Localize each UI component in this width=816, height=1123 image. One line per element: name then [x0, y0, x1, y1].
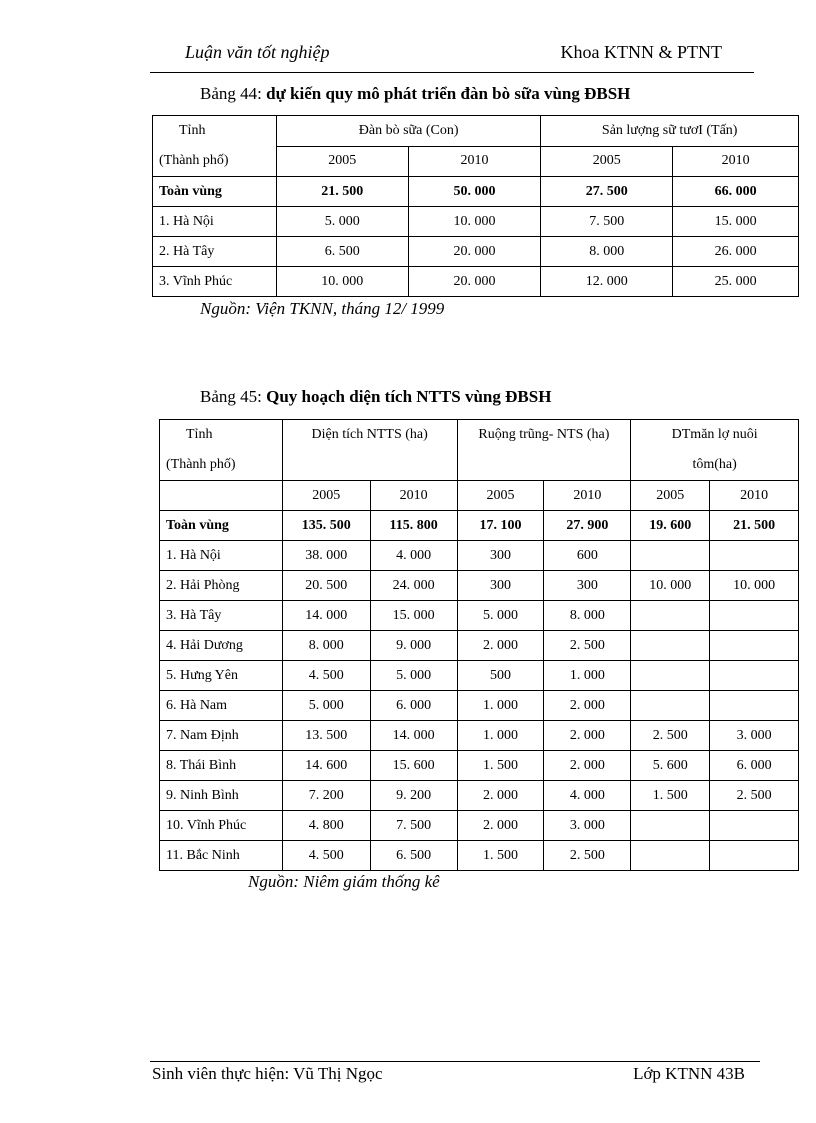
table44-cell: 21. 500	[276, 177, 408, 207]
table45-cell	[710, 601, 799, 631]
table45-cell: 3. 000	[544, 811, 631, 841]
table45-province-header-line2: (Thành phố)	[166, 457, 236, 472]
table44-year-header: 2010	[673, 146, 799, 177]
table44-year-header: 2010	[408, 146, 541, 177]
table45-cell: 7. Nam Định	[160, 721, 283, 751]
table45-cell	[631, 691, 710, 721]
table44-caption-title: dự kiến quy mô phát triển đàn bò sữa vùng ĐBSH	[266, 84, 631, 103]
table45-cell	[710, 691, 799, 721]
table45-cell: 10. 000	[710, 571, 799, 601]
table44-row	[153, 207, 799, 237]
table45-group3-header-line2: tôm(ha)	[692, 457, 737, 472]
table45-cell: 11. Bắc Ninh	[160, 841, 283, 871]
table45-cell: 6. Hà Nam	[160, 691, 283, 721]
table45-source: Nguồn: Niêm giám thống kê	[248, 872, 440, 891]
table45-cell: 9. 200	[370, 781, 457, 811]
table45-group3-header-line1: DTmăn lợ nuôi	[671, 427, 758, 442]
table44-cell: 50. 000	[408, 177, 541, 207]
table44-cell: 66. 000	[673, 177, 799, 207]
table45-cell: 1. 000	[457, 721, 544, 751]
table45-cell: 2. 000	[457, 781, 544, 811]
table45-cell: 1. 000	[544, 661, 631, 691]
table45-cell: 2. 500	[631, 721, 710, 751]
table45-cell: 5. 000	[282, 691, 370, 721]
table45-cell: 8. Thái Bình	[160, 751, 283, 781]
table45-province-header-line1: Tỉnh	[186, 427, 213, 442]
table45-year-header: 2010	[370, 481, 457, 511]
table44-cell: 15. 000	[673, 207, 799, 237]
table45-province-header	[160, 420, 283, 481]
table45-cell: 5. 000	[370, 661, 457, 691]
table45-cell: 7. 500	[370, 811, 457, 841]
table45-province-header-spacer	[160, 481, 283, 511]
table44-cell: 20. 000	[408, 237, 541, 267]
table45-cell: 4. 000	[544, 781, 631, 811]
table45-cell: 19. 600	[631, 511, 710, 541]
table45-cell: 135. 500	[282, 511, 370, 541]
table44-cell: 26. 000	[673, 237, 799, 267]
table45-year-header: 2010	[544, 481, 631, 511]
table45-cell	[631, 841, 710, 871]
table45-cell: 7. 200	[282, 781, 370, 811]
table44-cell: 20. 000	[408, 267, 541, 297]
table44-cell: 27. 500	[541, 177, 673, 207]
table45-caption	[200, 387, 551, 407]
table45-row	[160, 541, 799, 571]
table45-cell: 13. 500	[282, 721, 370, 751]
table45-cell	[710, 661, 799, 691]
table45-row	[160, 751, 799, 781]
table45-cell: 2. 000	[544, 751, 631, 781]
table45-cell: 6. 000	[370, 691, 457, 721]
table45-cell	[631, 601, 710, 631]
table45-row	[160, 631, 799, 661]
table45-cell: 24. 000	[370, 571, 457, 601]
table45-cell: 5. Hưng Yên	[160, 661, 283, 691]
table45-row	[160, 691, 799, 721]
table44-cell: 1. Hà Nội	[153, 207, 277, 237]
table44-row-total	[153, 177, 799, 207]
table45-cell: 27. 900	[544, 511, 631, 541]
table45-row	[160, 841, 799, 871]
table44-cell: 2. Hà Tây	[153, 237, 277, 267]
table45-cell: 1. 500	[457, 841, 544, 871]
table45-cell	[631, 541, 710, 571]
table44-cell: 8. 000	[541, 237, 673, 267]
footer-left-text: Sinh viên thực hiện: Vũ Thị Ngọc	[152, 1064, 383, 1083]
header-rule	[150, 72, 754, 73]
table45-cell: 600	[544, 541, 631, 571]
table45-cell: 2. 500	[710, 781, 799, 811]
table45-cell: 2. 000	[457, 631, 544, 661]
table45-cell: 2. 500	[544, 841, 631, 871]
header-right-text: Khoa KTNN & PTNT	[560, 42, 722, 62]
table45-cell: 14. 600	[282, 751, 370, 781]
table44-cell: 12. 000	[541, 267, 673, 297]
table45-cell	[710, 811, 799, 841]
table45-cell: 4. 500	[282, 661, 370, 691]
table45-cell: 14. 000	[370, 721, 457, 751]
table45-cell: 5. 600	[631, 751, 710, 781]
table45-group1-header: Diện tích NTTS (ha)	[282, 420, 457, 481]
table45-cell: 2. 000	[544, 721, 631, 751]
table45-cell: 2. Hải Phòng	[160, 571, 283, 601]
table44-source: Nguồn: Viện TKNN, tháng 12/ 1999	[200, 299, 445, 318]
table44-cell: 7. 500	[541, 207, 673, 237]
table45-cell: 10. Vĩnh Phúc	[160, 811, 283, 841]
table45-cell: 4. Hải Dương	[160, 631, 283, 661]
table45-cell: 300	[544, 571, 631, 601]
table45-cell	[710, 541, 799, 571]
table45	[159, 419, 799, 871]
footer-rule	[150, 1061, 760, 1062]
table44-caption-prefix: Bảng 44:	[200, 84, 267, 103]
table44-cell: 6. 500	[276, 237, 408, 267]
table45-row	[160, 571, 799, 601]
table45-cell: 4. 000	[370, 541, 457, 571]
table45-cell: 1. 000	[457, 691, 544, 721]
table45-cell	[710, 841, 799, 871]
table45-cell: 1. 500	[457, 751, 544, 781]
table44-year-header: 2005	[541, 146, 673, 177]
table45-year-header: 2005	[631, 481, 710, 511]
table45-cell: 15. 600	[370, 751, 457, 781]
table44-group1-header: Đàn bò sữa (Con)	[276, 116, 541, 147]
table44-province-header-line2: (Thành phố)	[159, 153, 229, 168]
table45-row	[160, 781, 799, 811]
table45-row	[160, 721, 799, 751]
table44-group2-header: Sản lượng sữ tươI (Tấn)	[541, 116, 799, 147]
table45-cell: 300	[457, 571, 544, 601]
table45-cell: 14. 000	[282, 601, 370, 631]
table44-cell: Toàn vùng	[153, 177, 277, 207]
table45-cell: 10. 000	[631, 571, 710, 601]
table44-cell: 10. 000	[408, 207, 541, 237]
table45-cell: 115. 800	[370, 511, 457, 541]
table45-cell: 1. 500	[631, 781, 710, 811]
table45-cell: 15. 000	[370, 601, 457, 631]
table45-cell	[631, 661, 710, 691]
table45-row-total	[160, 511, 799, 541]
table45-group3-header	[631, 420, 799, 481]
table45-cell: 20. 500	[282, 571, 370, 601]
table45-cell: 5. 000	[457, 601, 544, 631]
table44-cell: 25. 000	[673, 267, 799, 297]
table45-row	[160, 661, 799, 691]
table45-cell: 3. Hà Tây	[160, 601, 283, 631]
table45-cell: 2. 000	[457, 811, 544, 841]
table45-cell: 6. 000	[710, 751, 799, 781]
table45-caption-title: Quy hoạch diện tích NTTS vùng ĐBSH	[266, 387, 552, 406]
table44-cell: 3. Vĩnh Phúc	[153, 267, 277, 297]
table45-cell: 4. 500	[282, 841, 370, 871]
footer-right-text: Lớp KTNN 43B	[633, 1064, 745, 1083]
table45-cell: Toàn vùng	[160, 511, 283, 541]
table45-cell: 1. Hà Nội	[160, 541, 283, 571]
table44-province-header	[153, 116, 277, 177]
table45-year-header: 2005	[457, 481, 544, 511]
table44-row	[153, 267, 799, 297]
table45-cell: 9. 000	[370, 631, 457, 661]
table45-cell: 3. 000	[710, 721, 799, 751]
table44-year-header: 2005	[276, 146, 408, 177]
table45-cell: 300	[457, 541, 544, 571]
table45-cell: 8. 000	[544, 601, 631, 631]
table45-year-header: 2010	[710, 481, 799, 511]
table45-cell: 2. 000	[544, 691, 631, 721]
table44	[152, 115, 799, 297]
table45-cell: 38. 000	[282, 541, 370, 571]
table44-caption	[200, 84, 630, 104]
table45-cell	[710, 631, 799, 661]
table45-cell: 9. Ninh Bình	[160, 781, 283, 811]
table45-caption-prefix: Bảng 45:	[200, 387, 267, 406]
table45-cell	[631, 631, 710, 661]
table45-group2-header: Ruộng trũng- NTS (ha)	[457, 420, 631, 481]
table45-cell: 500	[457, 661, 544, 691]
header-left-text: Luận văn tốt nghiệp	[185, 42, 330, 62]
table45-row	[160, 811, 799, 841]
table44-province-header-line1: Tỉnh	[179, 123, 206, 138]
table44-cell: 5. 000	[276, 207, 408, 237]
table45-cell	[631, 811, 710, 841]
table45-cell: 6. 500	[370, 841, 457, 871]
table45-cell: 17. 100	[457, 511, 544, 541]
table45-row	[160, 601, 799, 631]
table45-cell: 8. 000	[282, 631, 370, 661]
table45-year-header: 2005	[282, 481, 370, 511]
table44-cell: 10. 000	[276, 267, 408, 297]
table45-cell: 21. 500	[710, 511, 799, 541]
table45-cell: 2. 500	[544, 631, 631, 661]
table45-cell: 4. 800	[282, 811, 370, 841]
table44-row	[153, 237, 799, 267]
